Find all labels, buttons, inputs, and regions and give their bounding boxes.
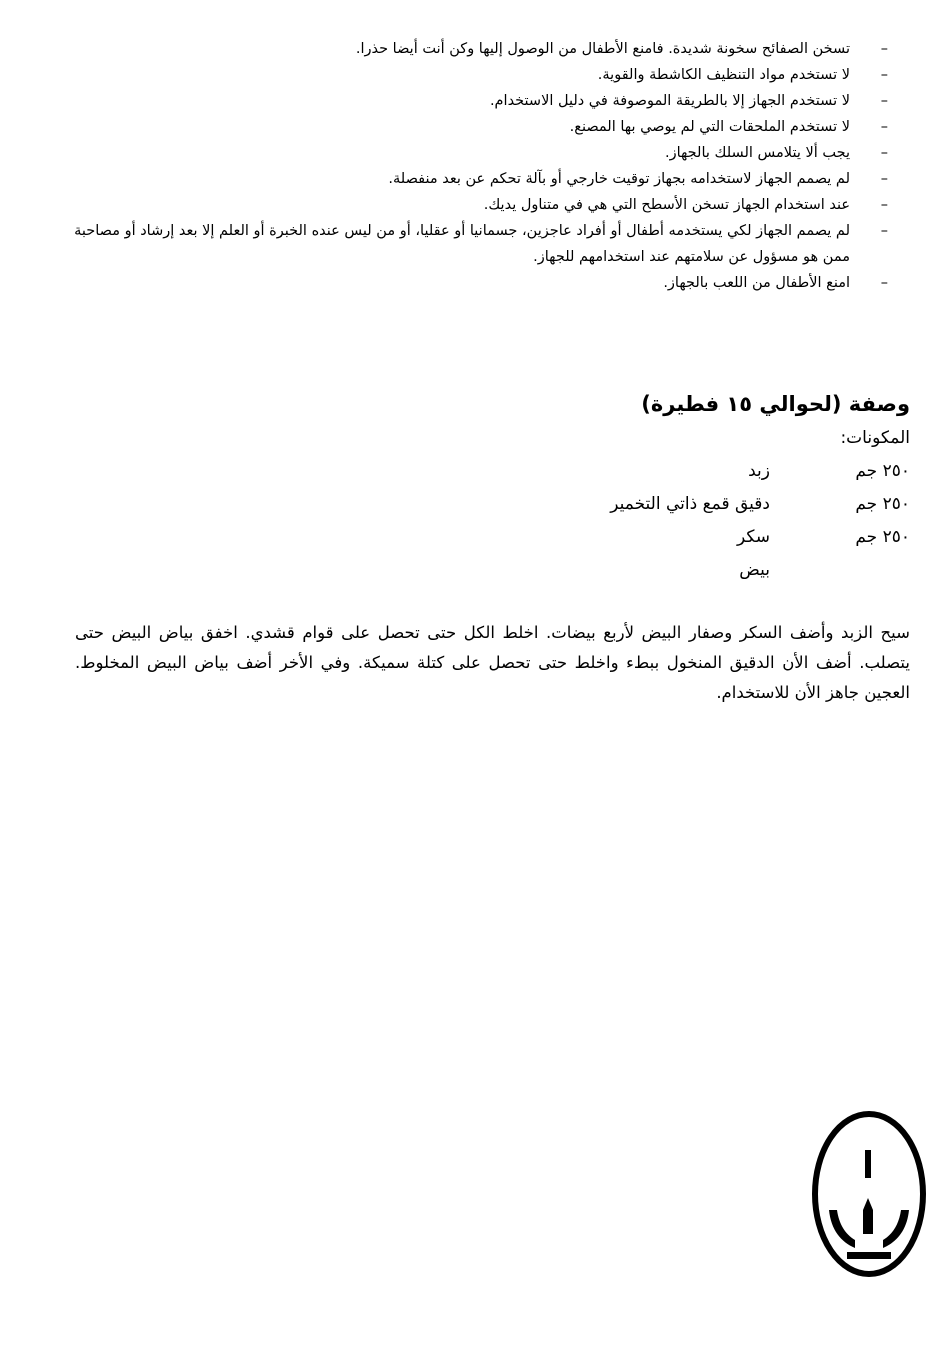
- list-item: [68, 36, 888, 62]
- list-item: [68, 166, 888, 192]
- bullet-dash: –: [880, 41, 888, 57]
- bullet-dash: –: [880, 145, 888, 161]
- bullet-dash: –: [880, 93, 888, 109]
- bullet-dash: –: [880, 197, 888, 213]
- bullet-text: لا تستخدم الملحقات التي لم يوصي بها المصنع.: [569, 119, 850, 135]
- table-row: [610, 560, 910, 593]
- safety-bullet-list: [68, 36, 888, 296]
- recipe-title: وصفة (لحوالي ١٥ فطيرة): [641, 392, 910, 416]
- ingredient-name: دقيق قمع ذاتي التخمير: [610, 494, 770, 514]
- list-item: [68, 270, 888, 296]
- bullet-text: يجب ألا يتلامس السلك بالجهاز.: [664, 145, 850, 161]
- ingredient-quantity: ٢٥٠ جم: [855, 461, 910, 481]
- list-item: [68, 218, 888, 270]
- table-row: [610, 527, 910, 560]
- list-item: [68, 88, 888, 114]
- bullet-text: لم يصمم الجهاز لاستخدامه بجهاز توقيت خارجي أو بآلة تحكم عن بعد منفصلة.: [388, 171, 850, 187]
- table-row: [610, 494, 910, 527]
- bullet-text: امنع الأطفال من اللعب بالجهاز.: [663, 275, 850, 291]
- bullet-text: عند استخدام الجهاز تسخن الأسطح التي هي في متناول يديك.: [483, 197, 850, 213]
- ingredient-quantity: ٢٥٠ جم: [855, 527, 910, 547]
- ingredient-quantity: ٢٥٠ جم: [855, 494, 910, 514]
- ingredients-table: [610, 461, 910, 593]
- bullet-dash: –: [880, 275, 888, 291]
- hot-surface-warning-icon: [811, 1110, 927, 1278]
- bullet-text: لم يصمم الجهاز لكي يستخدمه أطفال أو أفراد عاجزين، جسمانيا أو عقليا، أو من ليس عنده الخبرة أو العلم إلا بعد إرشاد أو مصاحبة ممن هو مسؤول عن سلامتهم عند استخدامهم للجهاز.: [74, 223, 850, 265]
- recipe-instructions: سيح الزبد وأضف السكر وصفار البيض لأربع بيضات. اخلط الكل حتى تحصل على قوام قشدي. اخفق بياض البيض حتى يتصلب. أضف الأن الدقيق المنخول ببطء واخلط حتى تحصل على كتلة سميكة. وفي الأخر أضف بياض البيض المخلوط. العجين جاهز الأن للاستخدام.: [75, 623, 910, 702]
- ingredient-name: زبد: [748, 461, 770, 481]
- ingredient-name: سكر: [736, 527, 770, 547]
- ingredient-quantity: [770, 560, 910, 593]
- list-item: [68, 62, 888, 88]
- bullet-dash: –: [880, 171, 888, 187]
- list-item: [68, 140, 888, 166]
- ingredient-name: بيض: [739, 560, 770, 580]
- bullet-dash: –: [880, 67, 888, 83]
- bullet-dash: –: [880, 223, 888, 239]
- table-row: [610, 461, 910, 494]
- bullet-text: لا تستخدم الجهاز إلا بالطريقة الموصوفة في دليل الاستخدام.: [489, 93, 850, 109]
- list-item: [68, 192, 888, 218]
- list-item: [68, 114, 888, 140]
- bullet-text: تسخن الصفائح سخونة شديدة. فامنع الأطفال من الوصول إليها وكن أنت أيضا حذرا.: [355, 41, 850, 57]
- bullet-text: لا تستخدم مواد التنظيف الكاشطة والقوية.: [597, 67, 850, 83]
- bullet-dash: –: [880, 119, 888, 135]
- ingredients-label: المكونات:: [840, 428, 910, 448]
